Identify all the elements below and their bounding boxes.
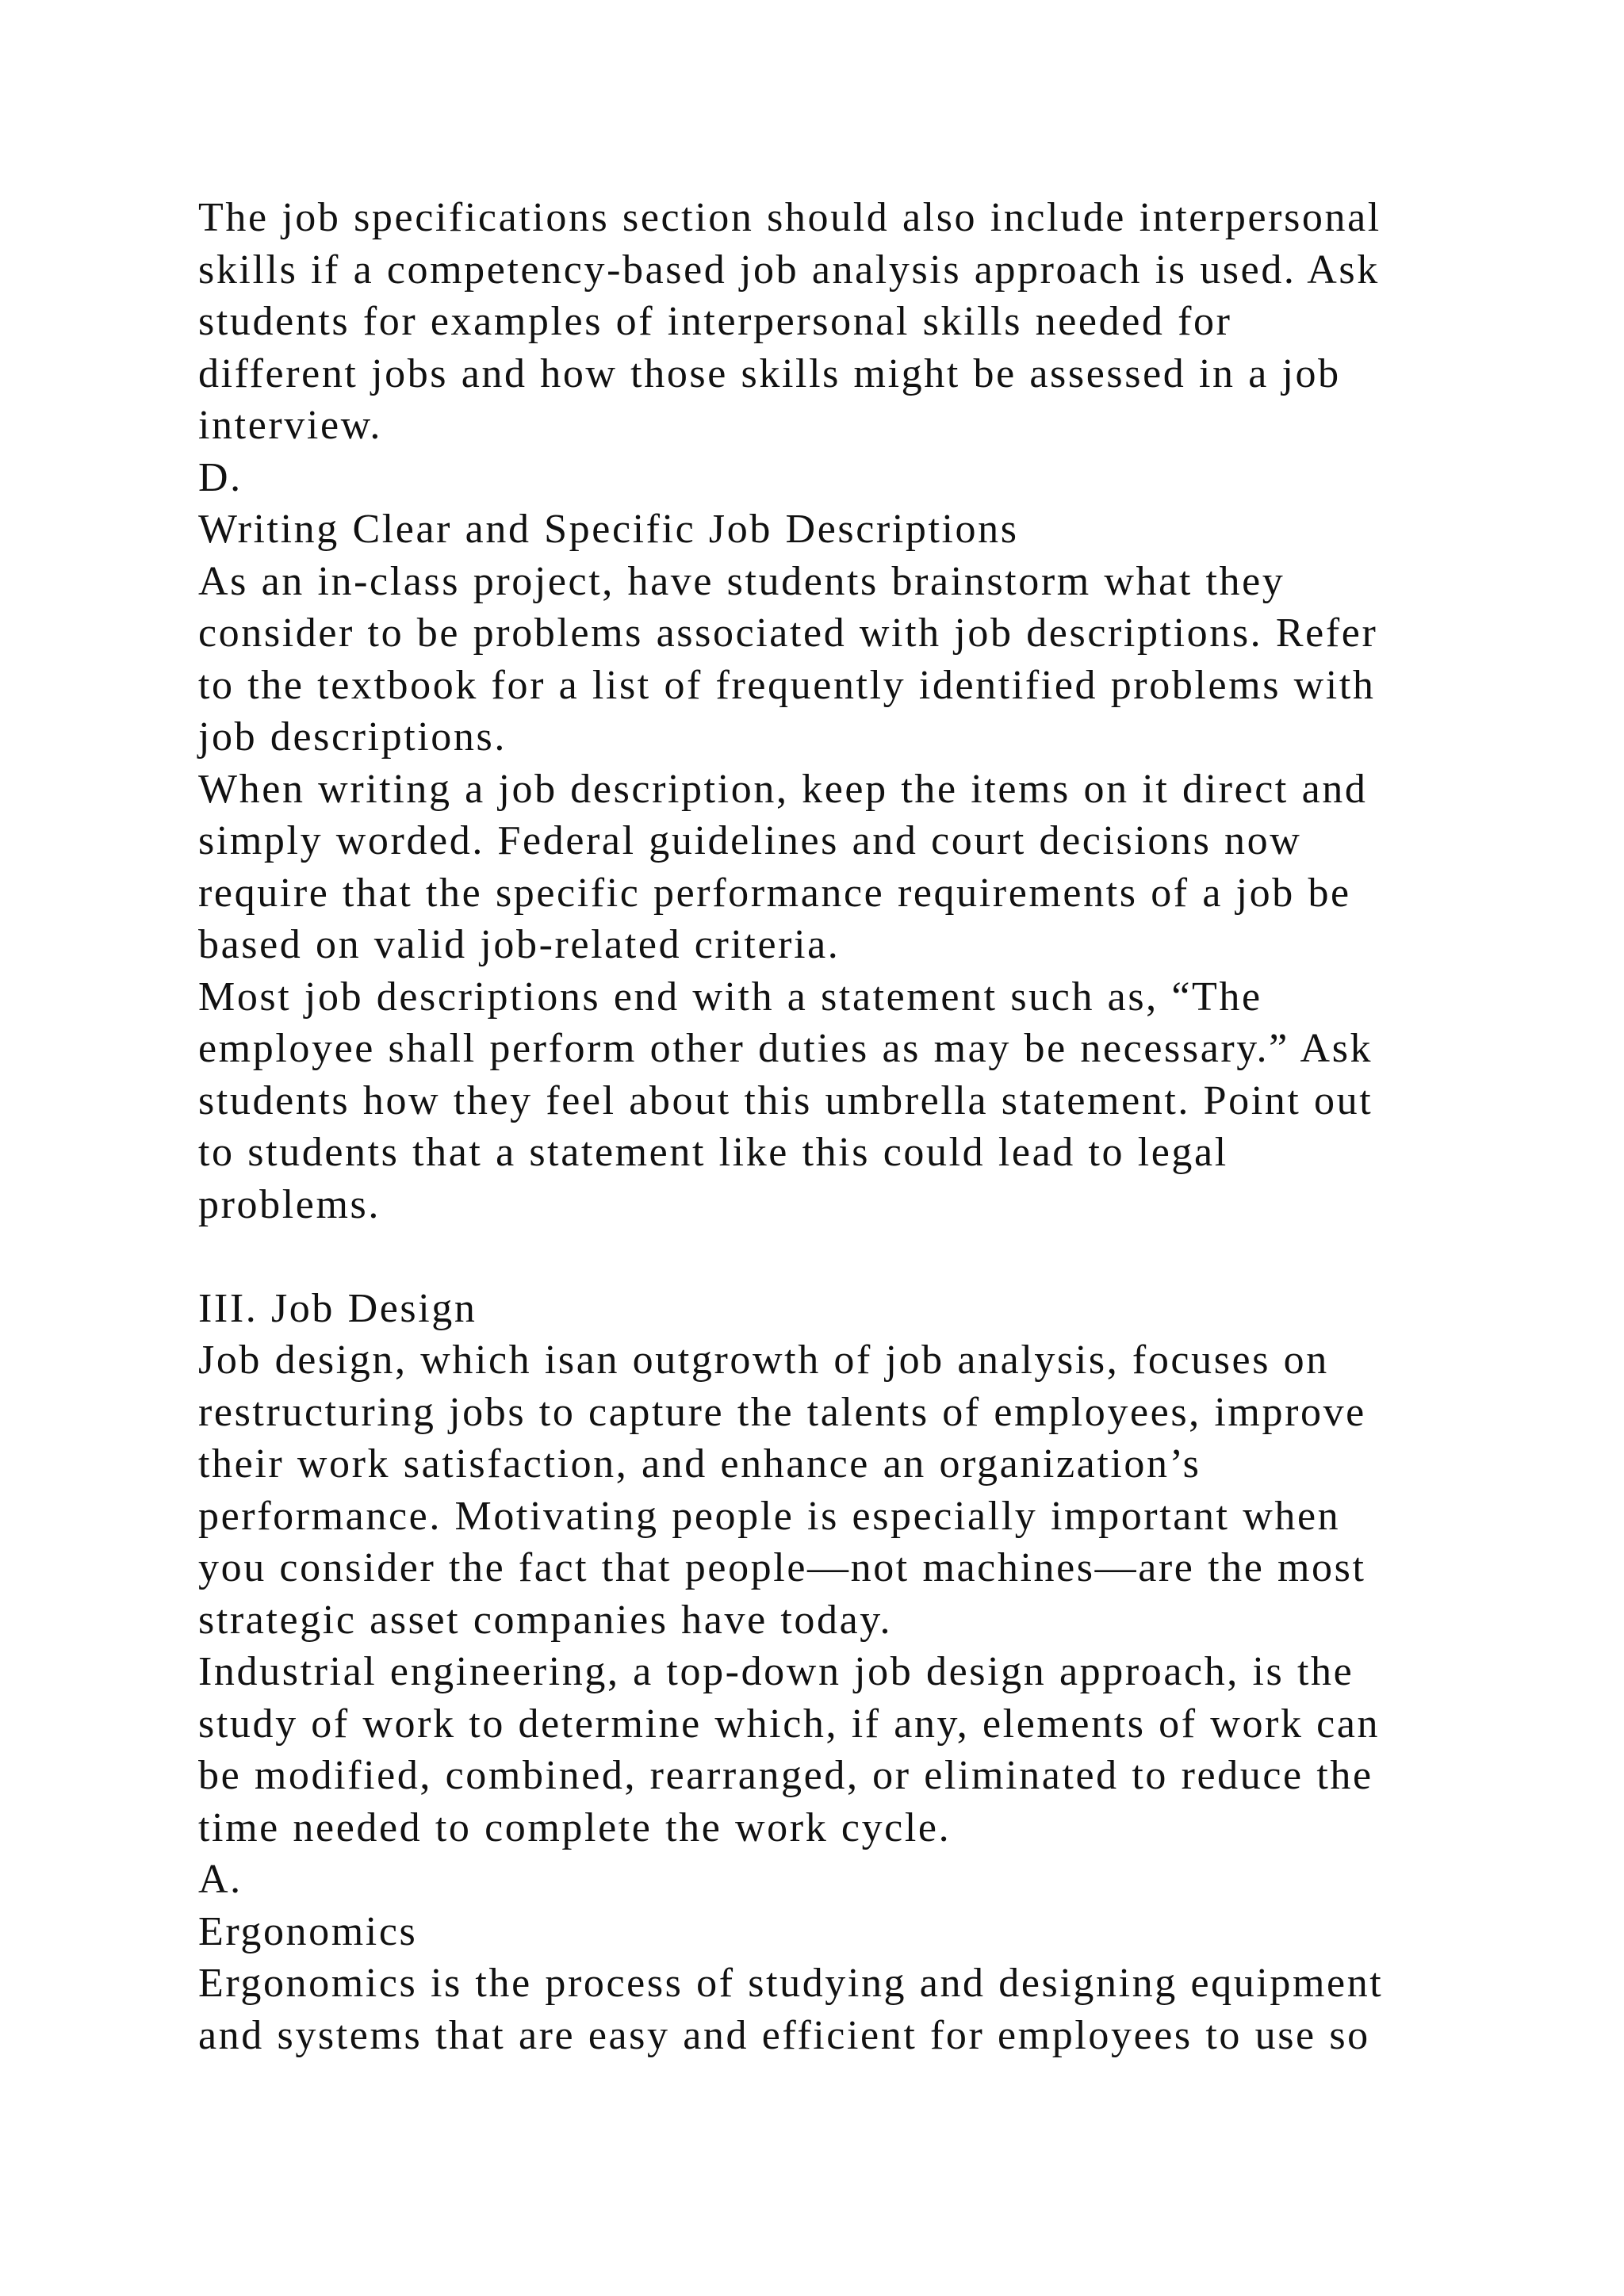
text-line: employee shall perform other duties as may be necessary.” Ask — [198, 1026, 1373, 1071]
text-line: Industrial engineering, a top-down job design approach, is the — [198, 1649, 1354, 1694]
text-line: based on valid job-related criteria. — [198, 922, 841, 967]
section-heading: Writing Clear and Specific Job Descriptions — [198, 507, 1019, 552]
text-line: restructuring jobs to capture the talents of employees, improve — [198, 1389, 1366, 1435]
text-line: skills if a competency-based job analysis approach is used. Ask — [198, 247, 1380, 293]
text-line: students how they feel about this umbrella statement. Point out — [198, 1077, 1373, 1123]
text-line: require that the specific performance requirements of a job be — [198, 870, 1351, 916]
blank-line — [198, 1230, 1507, 1283]
text-line: different jobs and how those skills might be assessed in a job — [198, 350, 1341, 396]
text-line: simply worded. Federal guidelines and court decisions now — [198, 818, 1302, 863]
text-line: their work satisfaction, and enhance an organization’s — [198, 1441, 1201, 1487]
text-line: Most job descriptions end with a statement such as, “The — [198, 974, 1262, 1020]
text-line: students for examples of interpersonal skills needed for — [198, 299, 1232, 344]
text-line: Ergonomics is the process of studying and designing equipment — [198, 1961, 1384, 2006]
text-line: Job design, which isan outgrowth of job analysis, focuses on — [198, 1337, 1329, 1383]
text-line: strategic asset companies have today. — [198, 1597, 893, 1643]
text-line: problems. — [198, 1181, 381, 1227]
text-line: performance. Motivating people is especially important when — [198, 1493, 1341, 1539]
section-heading: Ergonomics — [198, 1908, 418, 1954]
text-line: job descriptions. — [198, 714, 507, 760]
text-line: to the textbook for a list of frequently identified problems with — [198, 662, 1376, 708]
text-line: be modified, combined, rearranged, or eliminated to reduce the — [198, 1753, 1373, 1798]
text-line: consider to be problems associated with job descriptions. Refer — [198, 610, 1378, 656]
text-line: you consider the fact that people—not machines—are the most — [198, 1545, 1366, 1590]
text-line: interview. — [198, 403, 382, 448]
section-marker: D. — [198, 454, 243, 500]
text-line: The job specifications section should also include interpersonal — [198, 195, 1381, 240]
text-line: time needed to complete the work cycle. — [198, 1804, 952, 1850]
text-line: As an in-class project, have students brainstorm what they — [198, 558, 1285, 604]
text-line: study of work to determine which, if any, elements of work can — [198, 1701, 1381, 1747]
section-marker: A. — [198, 1857, 243, 1902]
document-body — [198, 192, 1507, 2061]
text-line: When writing a job description, keep the items on it direct and — [198, 766, 1368, 812]
text-line: to students that a statement like this could lead to legal — [198, 1130, 1228, 1175]
text-line: and systems that are easy and efficient for employees to use so — [198, 2012, 1370, 2058]
section-heading: III. Job Design — [198, 1285, 477, 1331]
